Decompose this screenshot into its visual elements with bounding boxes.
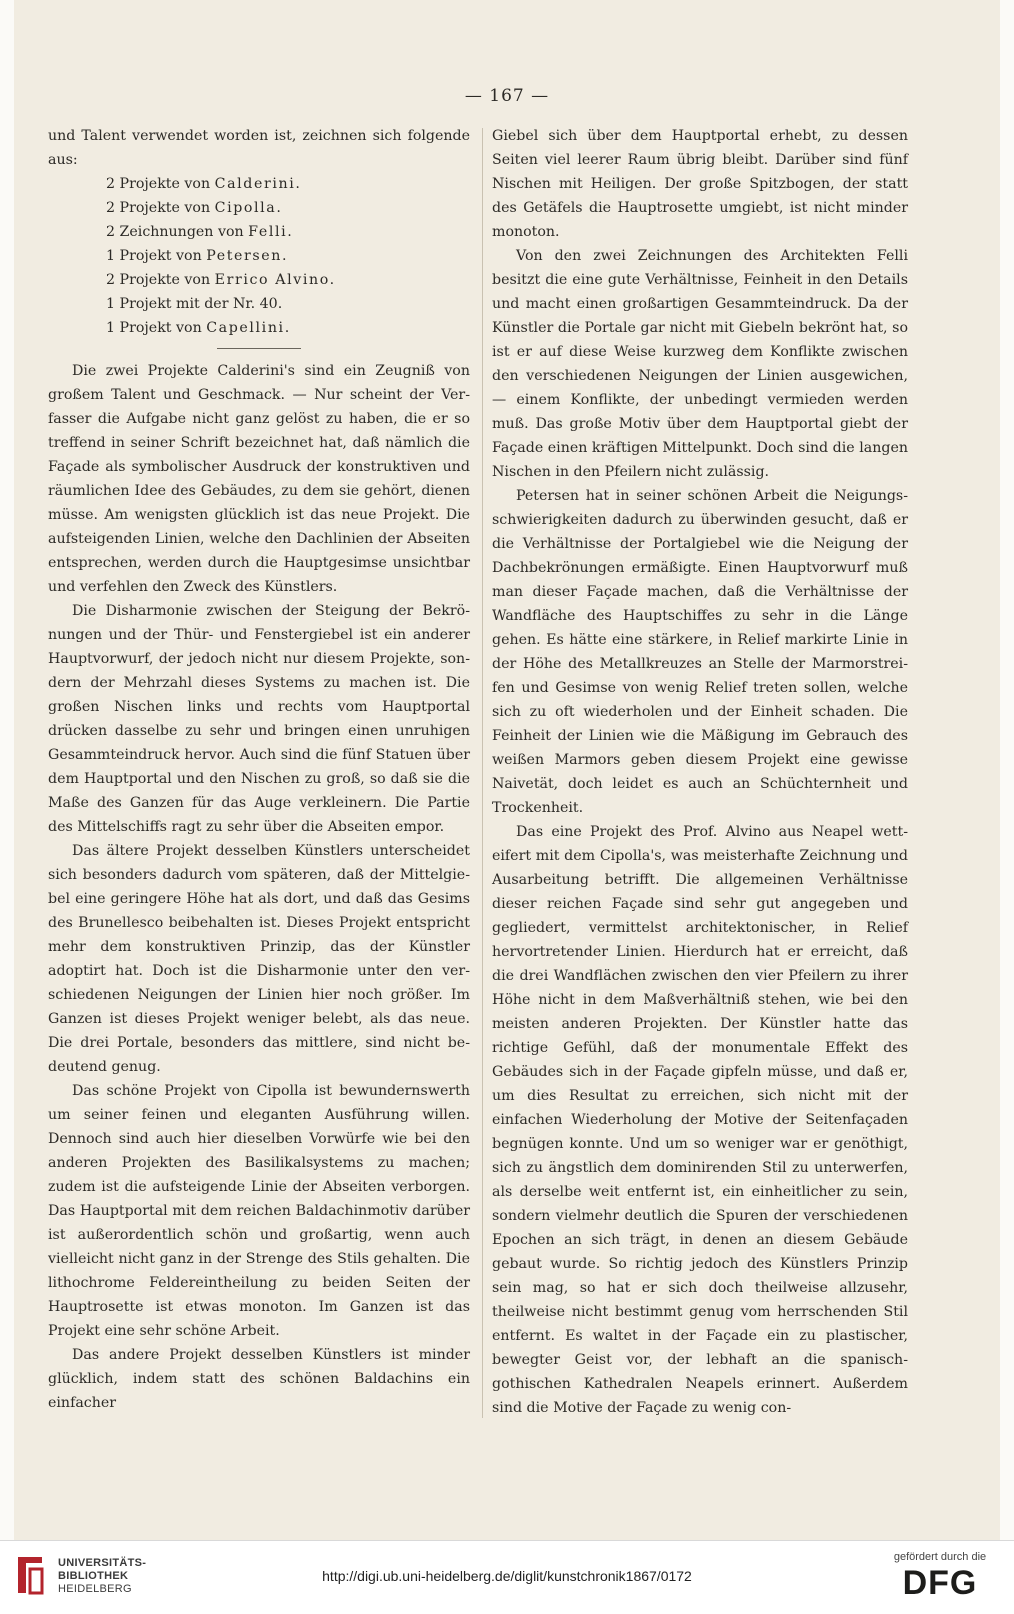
paragraph: Das andere Projekt desselben Künstlers ist minder glücklich, indem statt des schönen Baldachins ein einfacher (48, 1347, 470, 1411)
paragraph: Das schöne Projekt von Cipolla ist bewundernswerth um seiner feinen und eleganten Ausführung willen. Dennoch sind auch hier dieselben Vorwürfe wie bei den anderen Projekten des Basilikalsystems zu machen; zudem ist die aufsteigende Linie der Abseiten verborgen. Das Hauptportal mit dem reichen Baldachinmotiv darüber ist außerordentlich schön und großartig, wenn auch vielleicht nicht ganz in der Strenge des Stils gehalten. Die lithochrome Feldereintheilung zu beiden Seiten der Hauptrosette ist etwas monoton. Im Ganzen ist das Projekt eine sehr schöne Arbeit. (48, 1083, 470, 1339)
list-item: 1 Projekt von Petersen. (106, 248, 289, 264)
paragraph: Das ältere Projekt desselben Künstlers unterscheidet sich besonders dadurch vom späteren, daß der Mittelgiebel eine geringere Höhe hat als dort, und daß das Gesims des Brunellesco beibehalten ist. Dieses Projekt entspricht mehr dem konstruktiven Prinzip, das der Künstler adoptirt hat. Doch ist die Disharmonie unter den verschiedenen Neigungen der Linien hier noch größer. Im Ganzen ist dieses Projekt weniger belebt, als das neue. Die drei Portale, besonders das mittlere, sind nicht bedeutend genug. (48, 843, 470, 1075)
paragraph: Die zwei Projekte Calderini's sind ein Zeugniß von großem Talent und Geschmack. — Nur scheint der Verfasser die Aufgabe nicht ganz gelöst zu haben, die er so treffend in seiner Schrift bezeichnet hat, daß nämlich die Façade als symbolischer Ausdruck der konstruktiven und räumlichen Idee des Gebäudes, zu dem sie gehört, dienen müsse. Am wenigsten glücklich ist das neue Projekt. Die aufsteigenden Linien, welche den Dachlinien der Abseiten entsprechen, werden durch die Hauptgesimse unsichtbar und verfehlen den Zweck des Künstlers. (48, 363, 470, 595)
paragraph: Giebel sich über dem Hauptportal erhebt, zu dessen Seiten viel leerer Raum übrig bleibt. Darüber sind fünf Nischen mit Heiligen. Der große Spitzbogen, der statt des Getäfels die Hauptrosette umgiebt, ist nicht minder monoton. (492, 128, 908, 240)
left-column (48, 124, 470, 1415)
project-list (48, 172, 470, 340)
right-column (492, 124, 908, 1420)
funding-logo[interactable]: gefördert durch die DFG (893, 1551, 987, 1602)
institution-logo[interactable]: UNIVERSITÄTS- BIBLIOTHEK HEIDELBERG (58, 1557, 147, 1595)
page-number: — 167 — (464, 86, 550, 106)
paragraph: Die Disharmonie zwischen der Steigung der Bekrönungen und der Thür- und Fenstergiebel ist ein anderer Hauptvorwurf, der jedoch nicht nur diesem Projekte, sondern der Mehrzahl dieses Systems zu machen ist. Die großen Nischen links und rechts vom Hauptportal drücken dasselbe zu sehr und bringen einen unruhigen Gesammteindruck hervor. Auch sind die fünf Statuen über dem Hauptportal und den Nischen zu groß, so daß sie die Maße des Ganzen für das Auge verkleinern. Die Partie des Mittelschiffs ragt zu sehr über die Abseiten empor. (48, 603, 470, 835)
list-item: 2 Projekte von Cipolla. (106, 200, 283, 216)
list-item: 1 Projekt mit der Nr. 40. (106, 296, 283, 312)
list-item: 2 Zeichnungen von Felli. (106, 224, 294, 240)
paragraph: Von den zwei Zeichnungen des Architekten Felli besitzt die eine gute Verhältnisse, Feinheit in den Details und macht einen großartigen Gesammteindruck. Da der Künstler die Portale gar nicht mit Giebeln bekrönt hat, so ist er auf diese Weise kurzweg dem Konflikte zwischen den verschiedenen Neigungen der Linien ausgewichen, — einem Konflikte, der unbedingt vermieden werden muß. Das große Motiv über dem Hauptportal giebt der Façade einen kräftigen Mittelpunkt. Doch sind die langen Nischen in den Pfeilern nicht zulässig. (492, 248, 908, 480)
paragraph: Petersen hat in seiner schönen Arbeit die Neigungsschwierigkeiten dadurch zu überwinden gesucht, daß er die Verhältnisse der Portalgiebel wie die Neigung der Dachbekrönungen ermäßigte. Einen Hauptvorwurf muß man dieser Façade machen, daß die Verhältnisse der Wandfläche des Hauptschiffes zu sehr in die Länge gehen. Es hätte eine stärkere, in Relief markirte Linie in der Höhe des Metallkreuzes an Stelle der Marmorstreifen und Gesimse von wenig Relief treten sollen, welche sich zu oft wiederholen und der Einheit schaden. Die Feinheit der Linien wie die Mäßigung im Gebrauch des weißen Marmors geben diesem Projekt eine gewisse Naivetät, doch leidet es auch an Schüchternheit und Trockenheit. (492, 488, 908, 816)
column-divider (482, 128, 483, 1418)
permalink[interactable]: http://digi.ub.uni-heidelberg.de/diglit/kunstchronik1867/0172 (322, 1568, 692, 1584)
viewer-footer (0, 1540, 1014, 1614)
paragraph: Das eine Projekt des Prof. Alvino aus Neapel wetteifert mit dem Cipolla's, was meisterhafte Zeichnung und Ausarbeitung betrifft. Die allgemeinen Verhältnisse dieser reichen Façade sind sehr gut angegeben und gegliedert, vermittelst architektonischer, in Relief hervortretender Linien. Hierdurch hat er erreicht, daß die drei Wandflächen zwischen den vier Pfeilern zu ihrer Höhe nicht in dem Maßverhältniß stehen, wie bei den meisten anderen Projekten. Der Künstler hatte das richtige Gefühl, daß der monumentale Effekt des Gebäudes sich in der Façade gipfeln müsse, und daß er, um dies Resultat zu erreichen, sich nicht mit der einfachen Wiederholung der Motive der Seitenfaçaden begnügen konnte. Und um so weniger war er genöthigt, sich zu ängstlich dem dominirenden Stil zu unterwerfen, als derselbe weit entfernt ist, ein einheitlicher zu sein, sondern vielmehr deutlich die Spuren der verschiedenen Epochen an sich trägt, in denen an diesem Gebäude gebaut wurde. So richtig jedoch des Künstlers Prinzip sein mag, so hat er sich doch theilweise allzusehr, theilweise nicht bestimmt genug vom herrschenden Stil entfernt. Es waltet in der Façade ein zu plastischer, bewegter Geist vor, der lebhaft an die spanisch-gothischen Kathedralen Neapels erinnert. Außerdem sind die Motive der Façade zu wenig con- (492, 824, 908, 1416)
section-separator (217, 348, 301, 349)
list-item: 1 Projekt von Capellini. (106, 320, 291, 336)
list-item: 2 Projekte von Errico Alvino. (106, 272, 336, 288)
list-item: 2 Projekte von Calderini. (106, 176, 302, 192)
left-intro: und Talent verwendet worden ist, zeichnen sich folgende aus: (48, 128, 470, 168)
